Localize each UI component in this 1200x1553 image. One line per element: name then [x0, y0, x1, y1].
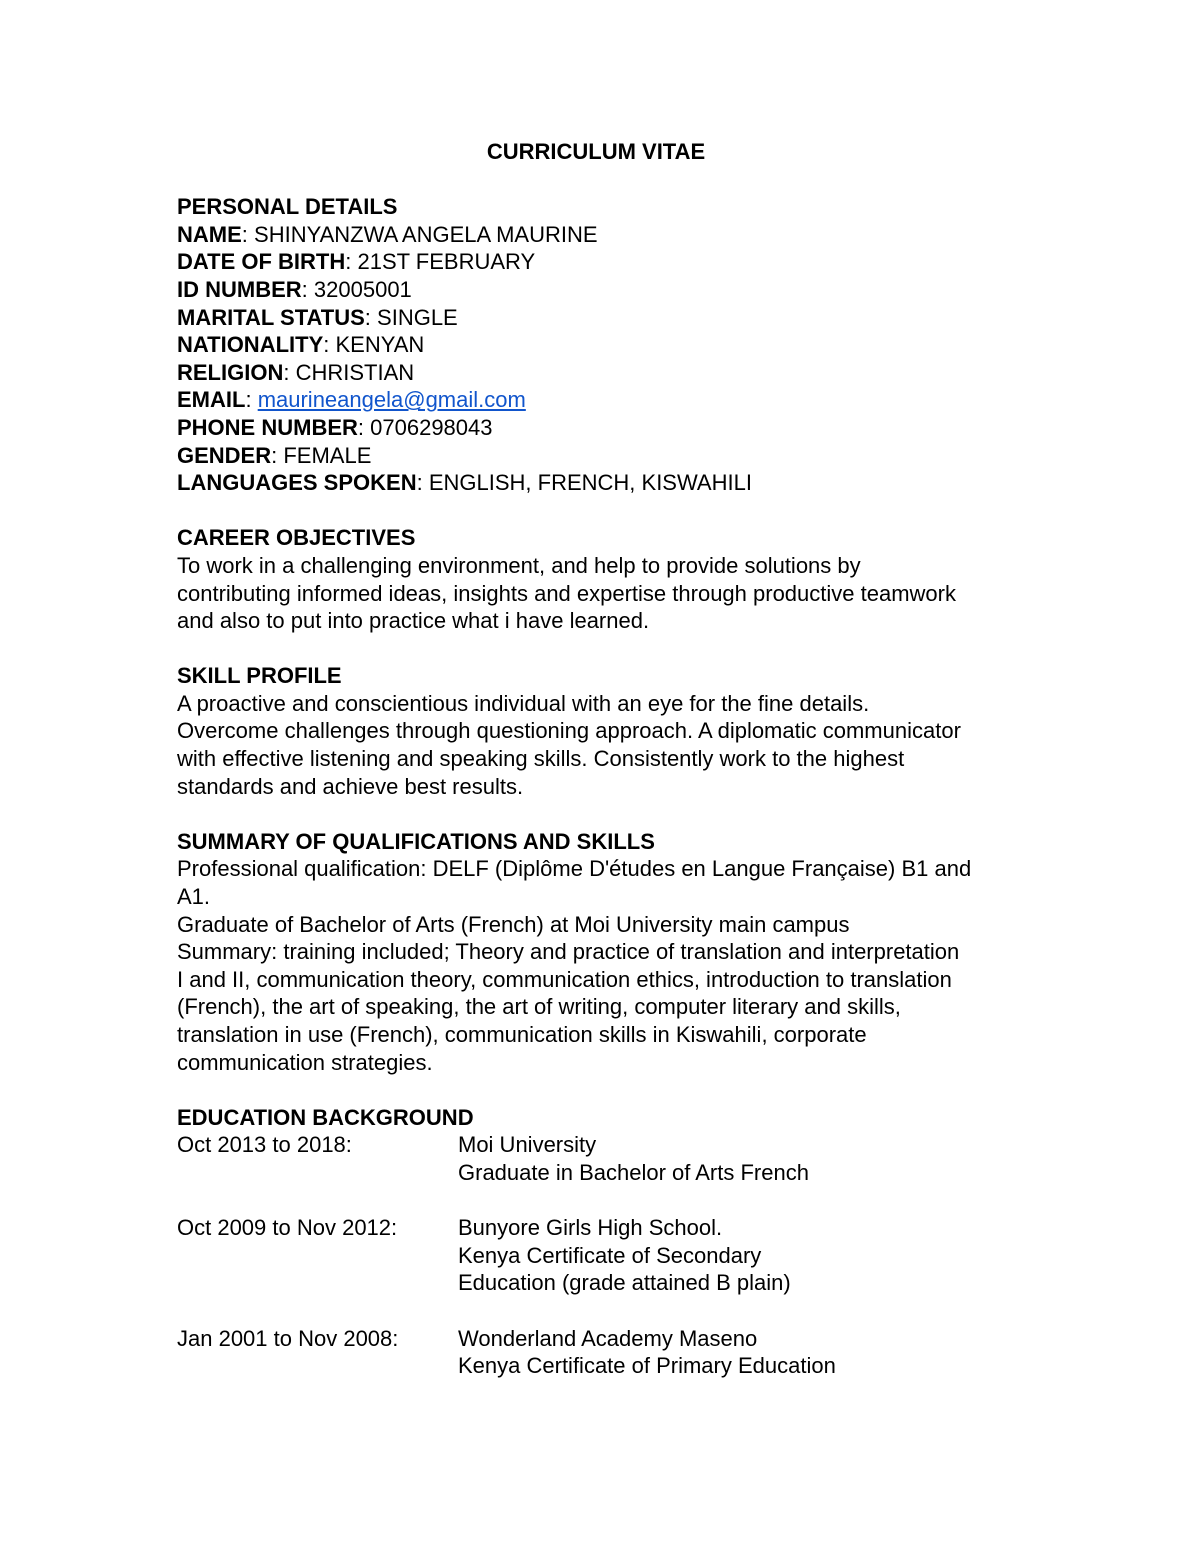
cv-document	[177, 138, 1037, 1407]
id-number-row: ID NUMBER: 32005001	[177, 276, 412, 302]
education-description: Graduate in Bachelor of Arts French	[458, 1159, 809, 1185]
education-period: Jan 2001 to Nov 2008:	[177, 1325, 399, 1351]
document-title: CURRICULUM VITAE	[486, 139, 706, 164]
name-value: SHINYANZWA ANGELA MAURINE	[254, 221, 598, 247]
skill-profile-heading: SKILL PROFILE	[177, 663, 342, 689]
nationality-label: NATIONALITY	[177, 332, 324, 358]
gender-row: GENDER: FEMALE	[177, 442, 372, 468]
qualifications-line: (French), the art of speaking, the art of writing, computer literary and skills,	[177, 994, 901, 1020]
religion-value: CHRISTIAN	[295, 359, 415, 385]
skill-profile-section	[177, 662, 1037, 800]
career-objectives-line: contributing informed ideas, insights and expertise through productive teamwork	[177, 580, 956, 606]
qualifications-line: Summary: training included; Theory and practice of translation and interpretation	[177, 939, 960, 965]
marital-status-label: MARITAL STATUS	[177, 304, 365, 330]
skill-profile-line: Overcome challenges through questioning approach. A diplomatic communicator	[177, 718, 961, 744]
education-section	[177, 1104, 1037, 1380]
date-of-birth-row: DATE OF BIRTH: 21ST FEBRUARY	[177, 249, 536, 275]
nationality-row: NATIONALITY: KENYAN	[177, 332, 425, 358]
qualifications-line: A1.	[177, 884, 211, 910]
qualifications-line: Professional qualification: DELF (Diplôme D'études en Langue Française) B1 and	[177, 856, 972, 882]
name-label: NAME	[177, 221, 242, 247]
career-objectives-section	[177, 524, 1037, 634]
education-period: Oct 2009 to Nov 2012:	[177, 1215, 398, 1241]
religion-label: RELIGION	[177, 359, 284, 385]
education-description: Kenya Certificate of Primary Education	[458, 1353, 836, 1379]
gender-label: GENDER	[177, 442, 272, 468]
qualifications-line: I and II, communication theory, communication ethics, introduction to translation	[177, 966, 952, 992]
languages-row: LANGUAGES SPOKEN: ENGLISH, FRENCH, KISWAHILI	[177, 470, 752, 496]
gender-value: FEMALE	[283, 442, 372, 468]
skill-profile-line: A proactive and conscientious individual with an eye for the fine details.	[177, 690, 870, 716]
personal-details-heading: PERSONAL DETAILS	[177, 194, 398, 220]
qualifications-line: translation in use (French), communication skills in Kiswahili, corporate	[177, 1022, 867, 1047]
education-entry	[177, 1325, 1037, 1380]
email-row: EMAIL: maurineangela@gmail.com	[177, 387, 526, 413]
phone-number-value: 0706298043	[370, 414, 493, 440]
name-row: NAME: SHINYANZWA ANGELA MAURINE	[177, 221, 598, 247]
marital-status-row: MARITAL STATUS: SINGLE	[177, 304, 458, 330]
qualifications-line: communication strategies.	[177, 1049, 433, 1075]
education-details	[458, 1131, 1037, 1186]
phone-number-row: PHONE NUMBER: 0706298043	[177, 414, 493, 440]
religion-row: RELIGION: CHRISTIAN	[177, 359, 415, 385]
phone-number-label: PHONE NUMBER	[177, 414, 358, 440]
email-label: EMAIL	[177, 387, 246, 413]
education-period: Oct 2013 to 2018:	[177, 1132, 352, 1158]
skill-profile-line: with effective listening and speaking skills. Consistently work to the highest	[177, 746, 905, 772]
education-institution: Bunyore Girls High School.	[458, 1215, 723, 1241]
education-description: Education (grade attained B plain)	[458, 1270, 791, 1296]
career-objectives-heading: CAREER OBJECTIVES	[177, 525, 416, 551]
education-heading: EDUCATION BACKGROUND	[177, 1104, 474, 1130]
email-link[interactable]: maurineangela@gmail.com	[257, 387, 526, 413]
date-of-birth-label: DATE OF BIRTH	[177, 249, 346, 275]
qualifications-line: Graduate of Bachelor of Arts (French) at Moi University main campus	[177, 911, 850, 937]
languages-value: ENGLISH, FRENCH, KISWAHILI	[428, 470, 752, 496]
education-entry	[177, 1214, 1037, 1297]
education-institution: Wonderland Academy Maseno	[458, 1325, 758, 1351]
id-number-label: ID NUMBER	[177, 276, 302, 302]
education-details	[458, 1325, 1037, 1380]
nationality-value: KENYAN	[335, 332, 425, 358]
qualifications-heading: SUMMARY OF QUALIFICATIONS AND SKILLS	[177, 828, 655, 854]
personal-details-section	[177, 193, 1037, 497]
date-of-birth-value: 21ST FEBRUARY	[357, 249, 536, 275]
education-institution: Moi University	[458, 1132, 597, 1158]
career-objectives-line: To work in a challenging environment, and help to provide solutions by	[177, 552, 861, 578]
education-details	[458, 1214, 1037, 1297]
marital-status-value: SINGLE	[377, 304, 458, 330]
skill-profile-line: standards and achieve best results.	[177, 773, 524, 799]
career-objectives-line: and also to put into practice what i have learned.	[177, 608, 650, 634]
languages-label: LANGUAGES SPOKEN	[177, 470, 417, 496]
qualifications-section	[177, 828, 1037, 1076]
education-entry	[177, 1131, 1037, 1186]
education-description: Kenya Certificate of Secondary	[458, 1242, 762, 1268]
id-number-value: 32005001	[313, 276, 412, 302]
